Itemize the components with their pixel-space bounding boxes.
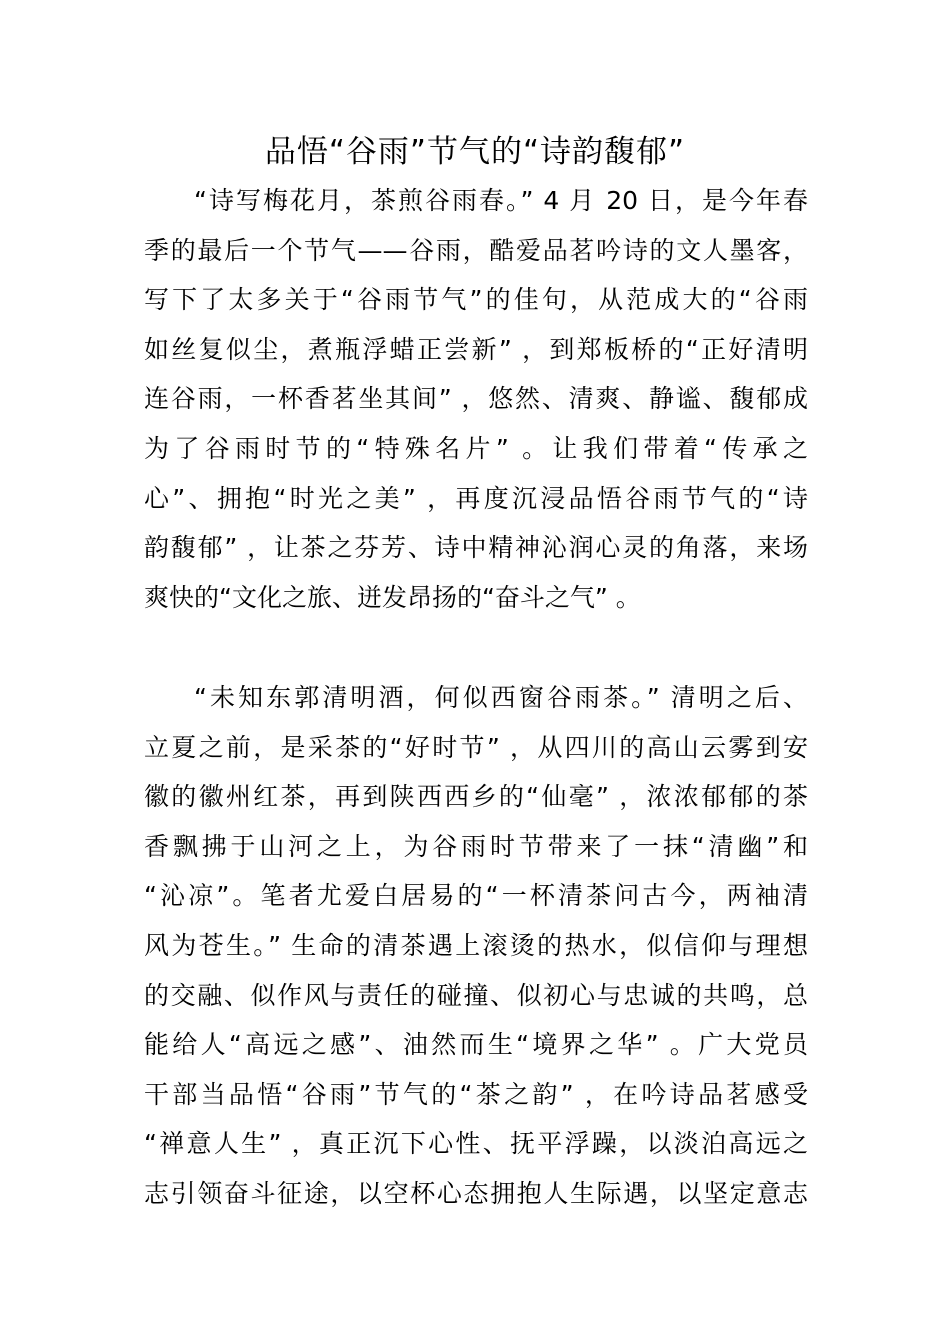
paragraph-1	[144, 176, 808, 622]
text-line: 能给人“高远之感”、油然而生“境界之华” 。广大党员	[144, 1030, 808, 1060]
text-line: 写下了太多关于“谷雨节气”的佳句，从范成大的“谷雨	[144, 285, 808, 315]
text-line: 立夏之前，是采茶的“好时节” ，从四川的高山云雾到安	[144, 732, 808, 762]
text-line: 的交融、似作风与责任的碰撞、似初心与忠诚的共鸣，总	[144, 980, 808, 1010]
text-line: 干部当品悟“谷雨”节气的“茶之韵” ，在吟诗品茗感受	[144, 1079, 808, 1109]
text-line: 为了谷雨时节的“特殊名片” 。让我们带着“传承之	[144, 433, 808, 463]
text-line: 韵馥郁” ，让茶之芬芳、诗中精神沁润心灵的角落，来场	[144, 533, 808, 563]
text-line: 香飘拂于山河之上，为谷雨时节带来了一抹“清幽”和	[144, 831, 808, 861]
text-line: 风为苍生。” 生命的清茶遇上滚烫的热水，似信仰与理想	[144, 930, 808, 960]
text-line: 心”、拥抱“时光之美” ，再度沉浸品悟谷雨节气的“诗	[144, 483, 808, 513]
paragraph-2	[144, 673, 808, 1219]
text-line: 爽快的“文化之旅、迸发昂扬的“奋斗之气” 。	[144, 582, 641, 612]
text-line: “诗写梅花月，茶煎谷雨春。” 4 月 20 日，是今年春	[194, 186, 808, 215]
text-line: 连谷雨，一杯香茗坐其间” ，悠然、清爽、静谧、馥郁成	[144, 384, 808, 414]
document-title: 品悟“谷雨”节气的“诗韵馥郁”	[264, 134, 686, 170]
text-line: “未知东郭清明酒，何似西窗谷雨茶。” 清明之后、	[194, 683, 808, 712]
text-line: 徽的徽州红茶，再到陕西西乡的“仙毫” ，浓浓郁郁的茶	[144, 782, 808, 812]
text-line: “禅意人生” ，真正沉下心性、抚平浮躁，以淡泊高远之	[144, 1129, 808, 1159]
text-line: 季的最后一个节气——谷雨，酷爱品茗吟诗的文人墨客，	[144, 235, 808, 265]
text-line: 如丝复似尘，煮瓶浮蜡正尝新” ，到郑板桥的“正好清明	[144, 334, 808, 364]
text-line: “沁凉”。笔者尤爱白居易的“一杯清茶问古今，两袖清	[144, 881, 808, 911]
text-line: 志引领奋斗征途，以空杯心态拥抱人生际遇，以坚定意志	[144, 1178, 808, 1208]
